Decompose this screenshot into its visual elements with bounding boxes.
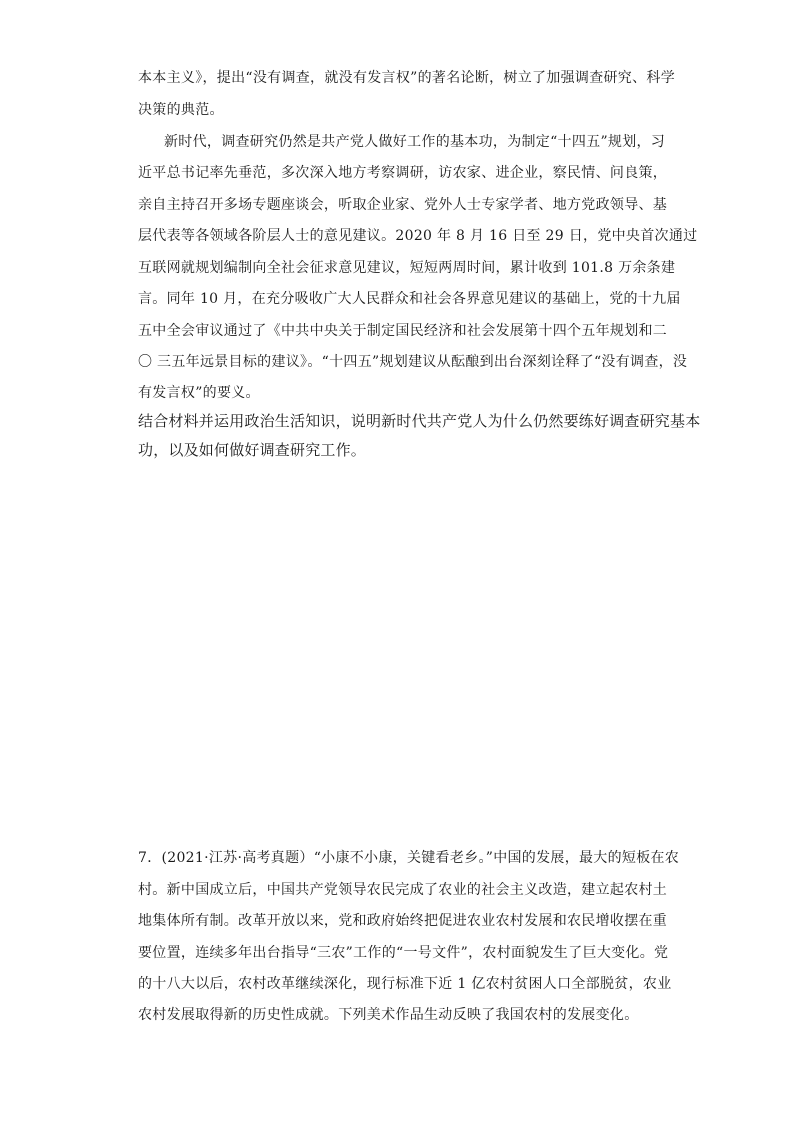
next-question-line: 农村发展取得新的历史性成就。下列美术作品生动反映了我国农村的发展变化。	[138, 1007, 639, 1023]
next-question-line: 7．(2021·江苏·高考真题）“小康不小康，关键看老乡。”中国的发展，最大的短板在农	[138, 850, 680, 866]
next-question-line: 的十八大以后，农村改革继续深化，现行标准下近 1 亿农村贫困人口全部脱贫，农业	[138, 976, 672, 992]
next-question-line: 村。新中国成立后，中国共产党领导农民完成了农业的社会主义改造，建立起农村土	[138, 882, 668, 898]
question-line: 结合材料并运用政治生活知识，说明新时代共产党人为什么仍然要练好调查研究基本	[138, 412, 701, 430]
material-line: 五中全会审议通过了《中共中央关于制定国民经济和社会发展第十四个五年规划和二	[138, 323, 668, 339]
next-question-line: 地集体所有制。改革开放以来，党和政府始终把促进农业农村发展和农民增收摆在重	[138, 913, 668, 929]
material-line: 近平总书记率先垂范，多次深入地方考察调研，访农家、进企业，察民情、问良策，	[138, 165, 668, 181]
material-line: 有发言权”的要义。	[138, 385, 260, 401]
material-line: 层代表等各领域各阶层人士的意见建议。2020 年 8 月 16 日至 29 日，党中央首次通过	[138, 228, 698, 244]
material-line: 言。同年 10 月，在充分吸收广大人民群众和社会各界意见建议的基础上，党的十九届	[138, 291, 681, 307]
material-line: 本本主义》，提出“没有调查，就没有发言权”的著名论断，树立了加强调查研究、科学	[138, 70, 676, 86]
next-question-line: 要位置，连续多年出台指导“三农”工作的“一号文件”，农村面貌发生了巨大变化。党	[138, 945, 669, 961]
material-line: 决策的典范。	[138, 102, 224, 118]
material-line: 亲自主持召开多场专题座谈会，听取企业家、党外人士专家学者、地方党政领导、基	[138, 197, 668, 213]
material-line: 互联网就规划编制向全社会征求意见建议，短短两周时间，累计收到 101.8 万余条建	[138, 260, 676, 276]
question-line: 功，以及如何做好调查研究工作。	[138, 441, 367, 459]
material-line: 〇 三五年远景目标的建议》。“十四五”规划建议从酝酿到出台深刻诠释了“没有调查，没	[138, 354, 688, 370]
material-line: 新时代，调查研究仍然是共产党人做好工作的基本功，为制定“十四五”规划，习	[164, 134, 666, 150]
